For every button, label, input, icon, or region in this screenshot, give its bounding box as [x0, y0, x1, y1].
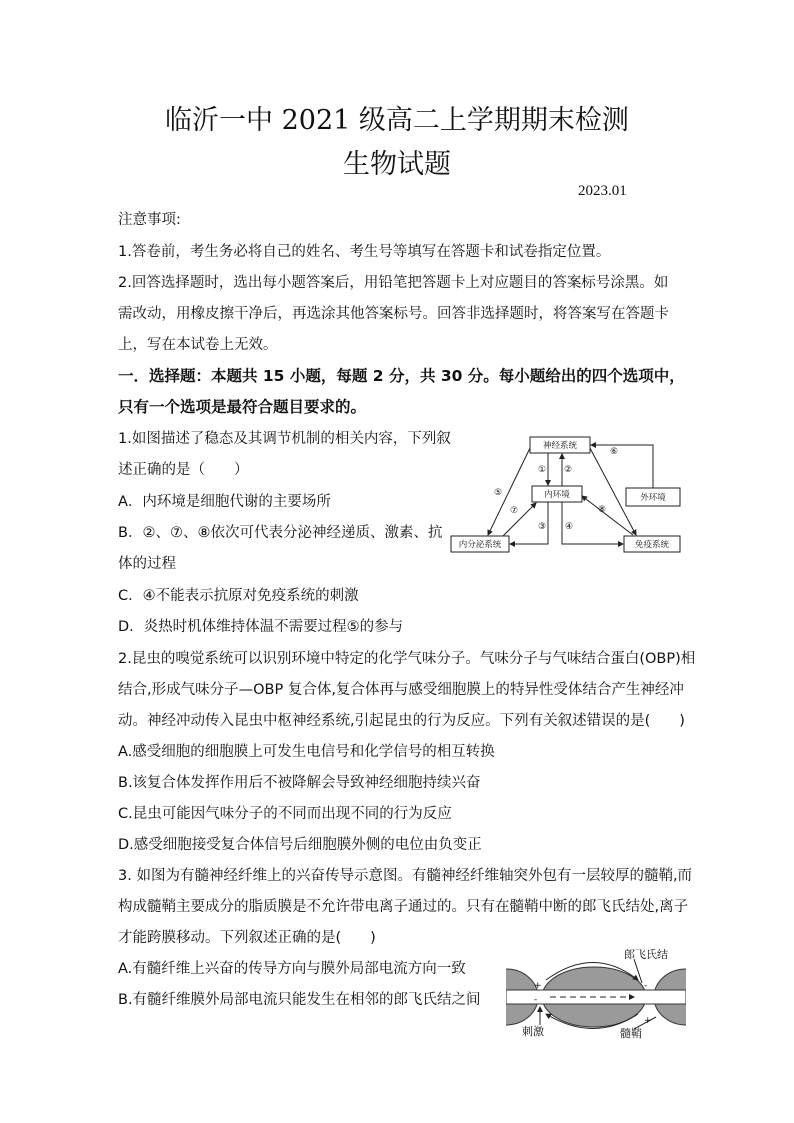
label-immune-system: 免疫系统 — [634, 540, 670, 550]
q2-option-c: C.昆虫可能因气味分子的不同而出现不同的行为反应 — [118, 806, 452, 822]
q1-option-b-line-1: B．②、⑦、⑧依次可代表分泌神经递质、激素、抗 — [118, 525, 443, 541]
homeostasis-diagram — [448, 432, 688, 557]
q2-option-a: A.感受细胞的细胞膜上可发生电信号和化学信号的相互转换 — [118, 744, 495, 760]
q2-option-d: D.感受细胞接受复合体信号后细胞膜外侧的电位由负变正 — [118, 837, 482, 853]
marker-3: ③ — [538, 522, 547, 532]
marker-4: ④ — [565, 522, 574, 532]
marker-6: ⑥ — [610, 447, 619, 457]
q3-stem-line-1: 3. 如图为有髓神经纤维上的兴奋传导示意图。有髓神经纤维轴突外包有一层较厚的髓鞘,而 — [118, 868, 693, 884]
q1-stem-line-1: 1.如图描述了稳态及其调节机制的相关内容，下列叙 — [118, 431, 451, 447]
notice-item-2-line-3: 上，写在本试卷上无效。 — [118, 337, 278, 353]
stimulus-label: 刺激 — [522, 1025, 544, 1038]
q1-option-a: A．内环境是细胞代谢的主要场所 — [118, 494, 331, 510]
charge-plus-left: + — [534, 981, 542, 991]
notice-item-2-line-2: 需改动，用橡皮擦干净后，再选涂其他答案标号。回答非选择题时，将答案写在答题卡 — [118, 306, 669, 322]
q3-option-b: B.有髓纤维膜外局部电流只能发生在相邻的郎飞氏结之间 — [118, 992, 481, 1008]
charge-plus-right: + — [644, 1016, 652, 1026]
page-subtitle: 生物试题 — [343, 149, 451, 180]
q2-stem-line-2: 结合,形成气味分子—OBP 复合体,复合体再与感受细胞膜上的特异性受体结合产生神经冲 — [118, 682, 684, 698]
q1-option-d: D．炎热时机体维持体温不需要过程⑤的参与 — [118, 619, 404, 635]
page-title: 临沂一中 2021 级高二上学期期末检测 — [165, 105, 629, 136]
q3-option-a: A.有髓纤维上兴奋的传导方向与膜外局部电流方向一致 — [118, 961, 466, 977]
notice-item-1: 1.答卷前，考生务必将自己的姓名、考生号等填写在答题卡和试卷指定位置。 — [118, 244, 611, 260]
q1-option-b-line-2: 体的过程 — [118, 556, 176, 572]
charge-minus-left: - — [534, 995, 538, 1005]
marker-2: ② — [564, 465, 573, 475]
q3-stem-line-2: 构成髓鞘主要成分的脂质膜是不允许带电离子通过的。只有在髓鞘中断的郎飞氏结处,离子 — [118, 899, 689, 915]
marker-7: ⑦ — [510, 506, 519, 516]
marker-1: ① — [538, 465, 547, 475]
section-heading-line-2: 只有一个选项是最符合题目要求的。 — [118, 398, 367, 416]
notice-heading: 注意事项: — [118, 212, 181, 228]
q2-stem-line-3: 动。神经冲动传入昆虫中枢神经系统,引起昆虫的行为反应。下列有关叙述错误的是( ) — [118, 713, 685, 729]
label-endocrine-system: 内分泌系统 — [458, 540, 502, 550]
myelin-sheath-label: 髓鞘 — [620, 1027, 642, 1040]
label-nervous-system: 神经系统 — [542, 441, 578, 451]
q3-stem-line-3: 才能跨膜移动。下列叙述正确的是( ) — [118, 930, 376, 946]
marker-8: ⑧ — [598, 505, 607, 515]
q1-stem-line-2: 述正确的是（ ） — [118, 462, 249, 478]
q1-option-c: C．④不能表示抗原对免疫系统的刺激 — [118, 588, 359, 604]
label-internal-environment: 内环境 — [544, 490, 570, 500]
exam-date: 2023.01 — [578, 183, 627, 199]
q2-option-b: B.该复合体发挥作用后不被降解会导致神经细胞持续兴奋 — [118, 775, 481, 791]
myelinated-fiber-diagram — [506, 945, 686, 1040]
section-heading-line-1: 一．选择题：本题共 15 小题，每题 2 分，共 30 分。每小题给出的四个选项中， — [118, 367, 685, 385]
charge-minus-right: - — [644, 981, 648, 991]
label-external-environment: 外环境 — [640, 493, 666, 503]
node-of-ranvier-label: 郎飞氏结 — [624, 948, 668, 961]
q2-stem-line-1: 2.昆虫的嗅觉系统可以识别环境中特定的化学气味分子。气味分子与气味结合蛋白(OBP)相 — [118, 651, 696, 667]
notice-item-2-line-1: 2.回答选择题时，选出每小题答案后，用铅笔把答题卡上对应题目的答案标号涂黑。如 — [118, 275, 669, 291]
marker-5: ⑤ — [494, 488, 503, 498]
